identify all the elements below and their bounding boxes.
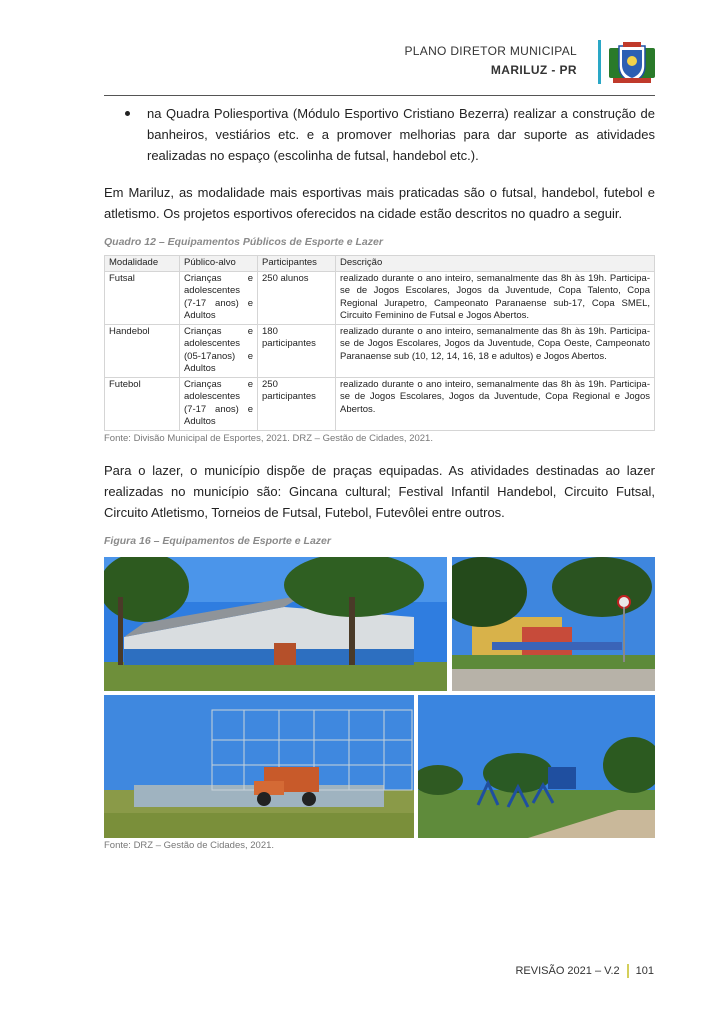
sports-table [104,255,655,431]
col-header-publico: Público-alvo [180,256,258,272]
photo-sports-court-truck [104,695,414,838]
figure-photos [104,557,655,838]
paragraph-modalities: Em Mariluz, as modalidade mais esportivas mais praticadas são o futsal, handebol, futebol e atletismo. Os projetos esportivos oferecidos na cidade estão descritos no quadro a seguir. [104,185,655,221]
page-content [104,103,655,851]
page-header [405,44,578,77]
cell-participantes: 250 participantes [258,377,336,430]
table-row [105,271,655,324]
photo-sports-gym [104,557,447,691]
cell-participantes: 250 alunos [258,271,336,324]
cell-publico: Crianças e adolescentes (7-17 anos) e Adultos [180,271,258,324]
table-row [105,377,655,430]
cell-descricao: realizado durante o ano inteiro, semanalmente das 8h às 19h. Participa-se de Jogos Escolares, Jogos da Juventude, Copa Oeste, Campeonato Paranaense sub (10, 12, 14, 16, 18 e adultos) e Jogos Abertos. [336,324,655,377]
header-title: PLANO DIRETOR MUNICIPAL [404,44,577,58]
bullet-dot-icon [125,111,130,116]
cell-descricao: realizado durante o ano inteiro, semanalmente das 8h às 19h. Participa-se de Jogos Escolares, Jogos da Juventude, Copa Regional e Jogos Abertos. [336,377,655,430]
header-accent-bar [598,40,601,84]
col-header-descricao: Descrição [336,256,655,272]
bullet-item [104,103,655,166]
header-subtitle: MARILUZ - PR [490,63,577,77]
cell-publico: Crianças e adolescentes (05-17anos) e Adultos [180,324,258,377]
municipal-crest-icon [609,40,655,86]
cell-modalidade: Handebol [105,324,180,377]
col-header-modalidade: Modalidade [105,256,180,272]
table-header-row [105,256,655,272]
footer-revision: REVISÃO 2021 – V.2 [515,964,620,977]
photo-playground [452,557,655,691]
page-number: 101 [635,964,654,977]
table-source: Fonte: Divisão Municipal de Esportes, 2021. DRZ – Gestão de Cidades, 2021. [104,432,433,444]
cell-descricao: realizado durante o ano inteiro, semanalmente das 8h às 19h. Participa-se de Jogos Escolares, Jogos da Juventude, Copa Talento, Copa Regional Jurapetro, Campeonato Paranaense sub-17, Copa SMEL, Circuito Feminino de Futsal e Jogos Abertos. [336,271,655,324]
table-row [105,324,655,377]
photo-outdoor-gym [418,695,655,838]
figure-caption: Figura 16 – Equipamentos de Esporte e Lazer [104,534,331,547]
cell-modalidade: Futsal [105,271,180,324]
header-rule [104,95,655,96]
cell-modalidade: Futebol [105,377,180,430]
bullet-text: na Quadra Poliesportiva (Módulo Esportivo Cristiano Bezerra) realizar a construção de banheiros, vestiários etc. e a promover melhorias para dar suporte as atividades realizadas no espaço (escolinha de futsal, handebol etc.). [147,106,655,163]
col-header-participantes: Participantes [258,256,336,272]
page-footer [515,964,654,978]
paragraph-leisure: Para o lazer, o município dispõe de praças equipadas. As atividades destinadas ao lazer realizadas no município são: Gincana cultural; Festival Infantil Handebol, Circuito Futsal, Circuito Atletismo, Torneios de Futsal, Futebol, Futevôlei entre outros. [104,462,655,520]
table-caption: Quadro 12 – Equipamentos Públicos de Esporte e Lazer [104,236,383,248]
cell-participantes: 180 participantes [258,324,336,377]
footer-separator [627,964,629,978]
cell-publico: Crianças e adolescentes (7-17 anos) e Adultos [180,377,258,430]
figure-source: Fonte: DRZ – Gestão de Cidades, 2021. [104,839,275,851]
